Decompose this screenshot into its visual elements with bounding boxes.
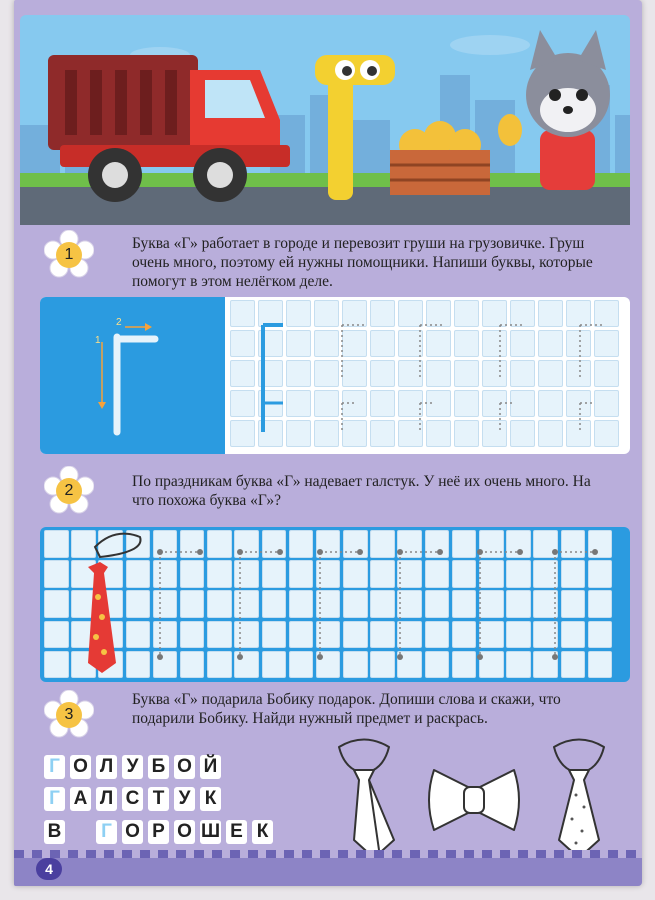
word-letter: Г	[44, 755, 65, 779]
flower-icon	[44, 466, 94, 516]
letter-tracing-panel	[40, 297, 630, 454]
stroke-number-1: 1	[95, 335, 101, 346]
word-letter: Л	[96, 787, 117, 811]
word-letter: К	[200, 787, 221, 811]
task-number: 2	[56, 478, 82, 504]
task-number: 1	[56, 242, 82, 268]
task-2-text: По праздникам буква «Г» надевает галстук. У неё их очень много. На что похожа буква «Г»?	[132, 473, 591, 509]
bow-tie-outline	[429, 770, 519, 830]
word-letter: А	[70, 787, 91, 811]
spacer	[70, 820, 91, 844]
word-prefix: В	[44, 820, 65, 844]
word-letter: О	[174, 755, 195, 779]
scene-svg	[20, 15, 630, 225]
stroke-number-2: 2	[116, 317, 122, 328]
word-letter: О	[70, 755, 91, 779]
task-1	[44, 230, 602, 291]
word-letter: Л	[96, 755, 117, 779]
city-scene-illustration	[20, 15, 630, 225]
page-number: 4	[36, 858, 62, 880]
word-letter: О	[122, 820, 143, 844]
word-letter: Ш	[200, 821, 221, 842]
word-letter: Г	[44, 787, 65, 811]
word-letter: У	[122, 755, 143, 779]
workbook-page	[14, 0, 642, 886]
word-row-3	[44, 820, 273, 844]
stroke-order-example	[40, 297, 225, 454]
tie-outline-plain	[339, 740, 394, 859]
task-3-text: Буква «Г» подарила Бобику подарок. Допиши слова и скажи, что подарили Бобику. Найди нужный предмет и раскрась.	[132, 691, 561, 727]
tie-tracing-panel	[40, 527, 630, 682]
flower-icon	[44, 690, 94, 740]
tie-icon	[88, 534, 141, 673]
word-letter: Р	[148, 820, 169, 844]
tie-outline-dotted	[554, 740, 604, 859]
task-2	[44, 466, 602, 516]
task-1-text: Буква «Г» работает в городе и перевозит груши на грузовичке. Груш очень много, поэтому ей нужны помощники. Напиши буквы, которые помогут в этом нелёгком деле.	[132, 235, 593, 290]
word-letter: С	[122, 787, 143, 811]
word-letter: У	[174, 787, 195, 811]
word-letter: Б	[148, 755, 169, 779]
task-number: 3	[56, 702, 82, 728]
task-3	[44, 690, 602, 740]
colorable-items	[314, 735, 624, 860]
word-row-1	[44, 755, 221, 779]
word-letter: К	[252, 820, 273, 844]
word-letter: О	[174, 820, 195, 844]
tracing-guides-2	[40, 527, 630, 682]
page-footer-band	[14, 858, 642, 886]
flower-icon	[44, 230, 94, 280]
word-row-2	[44, 787, 221, 811]
tracing-guides-1	[230, 297, 630, 454]
word-letter: Й	[200, 755, 221, 779]
word-letter: Е	[226, 820, 247, 844]
word-letter: Г	[96, 820, 117, 844]
word-letter: Т	[148, 787, 169, 811]
